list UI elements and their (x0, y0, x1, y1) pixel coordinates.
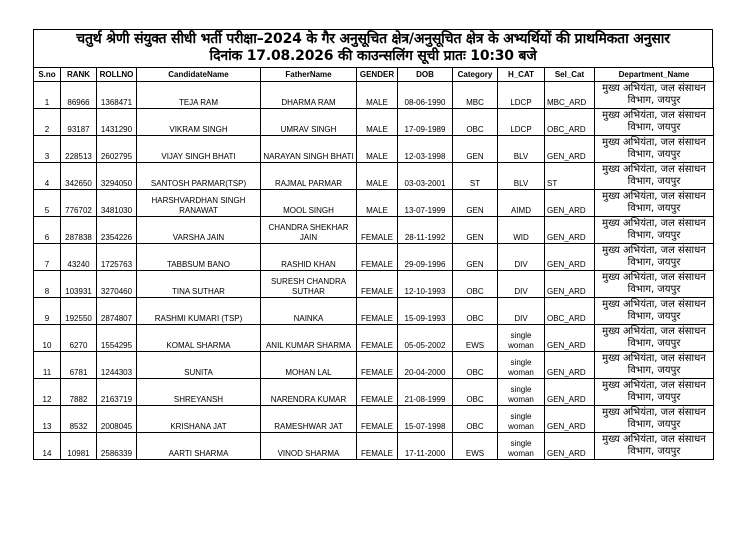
column-header-h-cat: H_CAT (498, 68, 545, 82)
table-row (34, 244, 714, 271)
cell-sno: 4 (34, 163, 61, 190)
cell-sel-cat: GEN_ARD (545, 379, 595, 406)
cell-candidate-name: SHREYANSH (137, 379, 261, 406)
cell-candidate-name: VIKRAM SINGH (137, 109, 261, 136)
cell-rollno: 1431290 (97, 109, 137, 136)
table-row (34, 271, 714, 298)
cell-h-cat: single woman (498, 379, 545, 406)
cell-rollno: 2602795 (97, 136, 137, 163)
cell-sel-cat: GEN_ARD (545, 190, 595, 217)
table-row (34, 298, 714, 325)
cell-rollno: 2586339 (97, 433, 137, 460)
table-row (34, 82, 714, 109)
cell-department-name: मुख्य अभियंता, जल संसाधन विभाग, जयपुर (595, 379, 714, 406)
cell-rollno: 2163719 (97, 379, 137, 406)
cell-gender: MALE (357, 109, 398, 136)
cell-h-cat: BLV (498, 163, 545, 190)
cell-sno: 5 (34, 190, 61, 217)
cell-category: GEN (453, 244, 498, 271)
cell-sno: 1 (34, 82, 61, 109)
cell-sno: 8 (34, 271, 61, 298)
column-header-department-name: Department_Name (595, 68, 714, 82)
cell-father-name: MOOL SINGH (261, 190, 357, 217)
cell-category: OBC (453, 271, 498, 298)
cell-dob: 21-08-1999 (398, 379, 453, 406)
cell-h-cat: DIV (498, 244, 545, 271)
cell-dob: 17-09-1989 (398, 109, 453, 136)
table-row (34, 325, 714, 352)
cell-category: GEN (453, 136, 498, 163)
cell-rank: 8532 (61, 406, 97, 433)
column-header-rank: RANK (61, 68, 97, 82)
counselling-list-sheet (33, 29, 713, 460)
cell-dob: 12-03-1998 (398, 136, 453, 163)
cell-gender: FEMALE (357, 433, 398, 460)
cell-rank: 6781 (61, 352, 97, 379)
cell-candidate-name: TINA SUTHAR (137, 271, 261, 298)
table-row (34, 217, 714, 244)
cell-category: OBC (453, 379, 498, 406)
cell-department-name: मुख्य अभियंता, जल संसाधन विभाग, जयपुर (595, 217, 714, 244)
cell-sel-cat: OBC_ARD (545, 298, 595, 325)
cell-category: GEN (453, 190, 498, 217)
cell-category: MBC (453, 82, 498, 109)
cell-sno: 10 (34, 325, 61, 352)
cell-dob: 15-09-1993 (398, 298, 453, 325)
table-row (34, 406, 714, 433)
table-row (34, 433, 714, 460)
cell-candidate-name: RASHMI KUMARI (TSP) (137, 298, 261, 325)
cell-department-name: मुख्य अभियंता, जल संसाधन विभाग, जयपुर (595, 298, 714, 325)
cell-father-name: MOHAN LAL (261, 352, 357, 379)
column-header-candidate-name: CandidateName (137, 68, 261, 82)
cell-category: EWS (453, 433, 498, 460)
cell-dob: 29-09-1996 (398, 244, 453, 271)
cell-sno: 2 (34, 109, 61, 136)
cell-candidate-name: VARSHA JAIN (137, 217, 261, 244)
column-header-sel-cat: Sel_Cat (545, 68, 595, 82)
cell-h-cat: DIV (498, 271, 545, 298)
cell-rank: 228513 (61, 136, 97, 163)
cell-candidate-name: SANTOSH PARMAR(TSP) (137, 163, 261, 190)
cell-sel-cat: GEN_ARD (545, 217, 595, 244)
cell-h-cat: LDCP (498, 82, 545, 109)
cell-rank: 86966 (61, 82, 97, 109)
table-row (34, 136, 714, 163)
cell-h-cat: DIV (498, 298, 545, 325)
cell-dob: 08-06-1990 (398, 82, 453, 109)
cell-rank: 43240 (61, 244, 97, 271)
cell-father-name: RASHID KHAN (261, 244, 357, 271)
cell-dob: 17-11-2000 (398, 433, 453, 460)
column-header-sno: S.no (34, 68, 61, 82)
cell-candidate-name: TABBSUM BANO (137, 244, 261, 271)
cell-rollno: 2008045 (97, 406, 137, 433)
cell-gender: MALE (357, 136, 398, 163)
cell-candidate-name: AARTI SHARMA (137, 433, 261, 460)
cell-candidate-name: KOMAL SHARMA (137, 325, 261, 352)
table-header-row (34, 68, 714, 82)
cell-father-name: NAINKA (261, 298, 357, 325)
cell-department-name: मुख्य अभियंता, जल संसाधन विभाग, जयपुर (595, 352, 714, 379)
cell-candidate-name: VIJAY SINGH BHATI (137, 136, 261, 163)
cell-dob: 15-07-1998 (398, 406, 453, 433)
cell-father-name: RAMESHWAR JAT (261, 406, 357, 433)
column-header-father-name: FatherName (261, 68, 357, 82)
cell-gender: MALE (357, 163, 398, 190)
cell-category: ST (453, 163, 498, 190)
cell-gender: FEMALE (357, 244, 398, 271)
cell-department-name: मुख्य अभियंता, जल संसाधन विभाग, जयपुर (595, 433, 714, 460)
cell-rank: 93187 (61, 109, 97, 136)
cell-rollno: 2874807 (97, 298, 137, 325)
cell-rollno: 2354226 (97, 217, 137, 244)
table-row (34, 163, 714, 190)
cell-sno: 9 (34, 298, 61, 325)
cell-department-name: मुख्य अभियंता, जल संसाधन विभाग, जयपुर (595, 244, 714, 271)
cell-sel-cat: ST (545, 163, 595, 190)
cell-h-cat: BLV (498, 136, 545, 163)
cell-rank: 6270 (61, 325, 97, 352)
cell-father-name: CHANDRA SHEKHAR JAIN (261, 217, 357, 244)
cell-department-name: मुख्य अभियंता, जल संसाधन विभाग, जयपुर (595, 109, 714, 136)
cell-gender: FEMALE (357, 379, 398, 406)
cell-category: OBC (453, 352, 498, 379)
cell-category: OBC (453, 109, 498, 136)
cell-sel-cat: GEN_ARD (545, 325, 595, 352)
cell-department-name: मुख्य अभियंता, जल संसाधन विभाग, जयपुर (595, 406, 714, 433)
cell-h-cat: single woman (498, 433, 545, 460)
cell-category: OBC (453, 298, 498, 325)
column-header-rollno: ROLLNO (97, 68, 137, 82)
column-header-category: Category (453, 68, 498, 82)
cell-candidate-name: HARSHVARDHAN SINGH RANAWAT (137, 190, 261, 217)
cell-h-cat: WID (498, 217, 545, 244)
cell-gender: FEMALE (357, 271, 398, 298)
cell-gender: FEMALE (357, 406, 398, 433)
cell-h-cat: single woman (498, 325, 545, 352)
cell-dob: 13-07-1999 (398, 190, 453, 217)
cell-rollno: 1244303 (97, 352, 137, 379)
cell-rollno: 3481030 (97, 190, 137, 217)
cell-sno: 13 (34, 406, 61, 433)
cell-sel-cat: GEN_ARD (545, 136, 595, 163)
cell-department-name: मुख्य अभियंता, जल संसाधन विभाग, जयपुर (595, 271, 714, 298)
cell-sel-cat: GEN_ARD (545, 244, 595, 271)
cell-rollno: 1554295 (97, 325, 137, 352)
cell-department-name: मुख्य अभियंता, जल संसाधन विभाग, जयपुर (595, 325, 714, 352)
cell-gender: MALE (357, 190, 398, 217)
table-body (34, 82, 714, 460)
cell-sel-cat: GEN_ARD (545, 352, 595, 379)
cell-rank: 7882 (61, 379, 97, 406)
cell-sno: 6 (34, 217, 61, 244)
cell-rank: 342650 (61, 163, 97, 190)
cell-rank: 192550 (61, 298, 97, 325)
cell-gender: FEMALE (357, 325, 398, 352)
cell-candidate-name: SUNITA (137, 352, 261, 379)
cell-h-cat: LDCP (498, 109, 545, 136)
cell-h-cat: single woman (498, 406, 545, 433)
column-header-dob: DOB (398, 68, 453, 82)
cell-department-name: मुख्य अभियंता, जल संसाधन विभाग, जयपुर (595, 163, 714, 190)
cell-sel-cat: OBC_ARD (545, 109, 595, 136)
cell-sno: 12 (34, 379, 61, 406)
cell-sel-cat: GEN_ARD (545, 433, 595, 460)
column-header-gender: GENDER (357, 68, 398, 82)
table-row (34, 352, 714, 379)
cell-gender: FEMALE (357, 352, 398, 379)
cell-rollno: 1725763 (97, 244, 137, 271)
cell-candidate-name: KRISHANA JAT (137, 406, 261, 433)
cell-father-name: RAJMAL PARMAR (261, 163, 357, 190)
cell-dob: 28-11-1992 (398, 217, 453, 244)
cell-father-name: SURESH CHANDRA SUTHAR (261, 271, 357, 298)
cell-gender: FEMALE (357, 298, 398, 325)
cell-sno: 14 (34, 433, 61, 460)
candidate-table (33, 67, 714, 460)
cell-category: EWS (453, 325, 498, 352)
cell-category: OBC (453, 406, 498, 433)
document-title-line-2: दिनांक 17.08.2026 की काउन्सलिंग सूची प्रातः 10:30 बजे (209, 48, 537, 64)
cell-rollno: 1368471 (97, 82, 137, 109)
cell-dob: 12-10-1993 (398, 271, 453, 298)
cell-dob: 03-03-2001 (398, 163, 453, 190)
cell-father-name: NARAYAN SINGH BHATI (261, 136, 357, 163)
cell-sel-cat: GEN_ARD (545, 406, 595, 433)
cell-gender: MALE (357, 82, 398, 109)
document-title-line-1: चतुर्थ श्रेणी संयुक्त सीधी भर्ती परीक्षा–2024 के गैर अनुसूचित क्षेत्र/अनुसूचित क्षेत्र के अभ्यर्थियों की प्राथमिकता अनुसार (76, 31, 670, 47)
table-row (34, 109, 714, 136)
cell-sno: 3 (34, 136, 61, 163)
cell-gender: FEMALE (357, 217, 398, 244)
table-row (34, 190, 714, 217)
cell-rank: 103931 (61, 271, 97, 298)
cell-department-name: मुख्य अभियंता, जल संसाधन विभाग, जयपुर (595, 136, 714, 163)
cell-candidate-name: TEJA RAM (137, 82, 261, 109)
cell-rank: 287838 (61, 217, 97, 244)
cell-rollno: 3294050 (97, 163, 137, 190)
cell-rank: 776702 (61, 190, 97, 217)
cell-sno: 11 (34, 352, 61, 379)
cell-rank: 10981 (61, 433, 97, 460)
cell-h-cat: AIMD (498, 190, 545, 217)
cell-father-name: DHARMA RAM (261, 82, 357, 109)
cell-father-name: ANIL KUMAR SHARMA (261, 325, 357, 352)
cell-sno: 7 (34, 244, 61, 271)
cell-dob: 05-05-2002 (398, 325, 453, 352)
cell-dob: 20-04-2000 (398, 352, 453, 379)
cell-department-name: मुख्य अभियंता, जल संसाधन विभाग, जयपुर (595, 190, 714, 217)
cell-father-name: NARENDRA KUMAR (261, 379, 357, 406)
table-row (34, 379, 714, 406)
cell-sel-cat: MBC_ARD (545, 82, 595, 109)
cell-category: GEN (453, 217, 498, 244)
cell-father-name: UMRAV SINGH (261, 109, 357, 136)
cell-father-name: VINOD SHARMA (261, 433, 357, 460)
cell-rollno: 3270460 (97, 271, 137, 298)
cell-department-name: मुख्य अभियंता, जल संसाधन विभाग, जयपुर (595, 82, 714, 109)
cell-sel-cat: GEN_ARD (545, 271, 595, 298)
cell-h-cat: single woman (498, 352, 545, 379)
document-title-block (33, 29, 713, 67)
